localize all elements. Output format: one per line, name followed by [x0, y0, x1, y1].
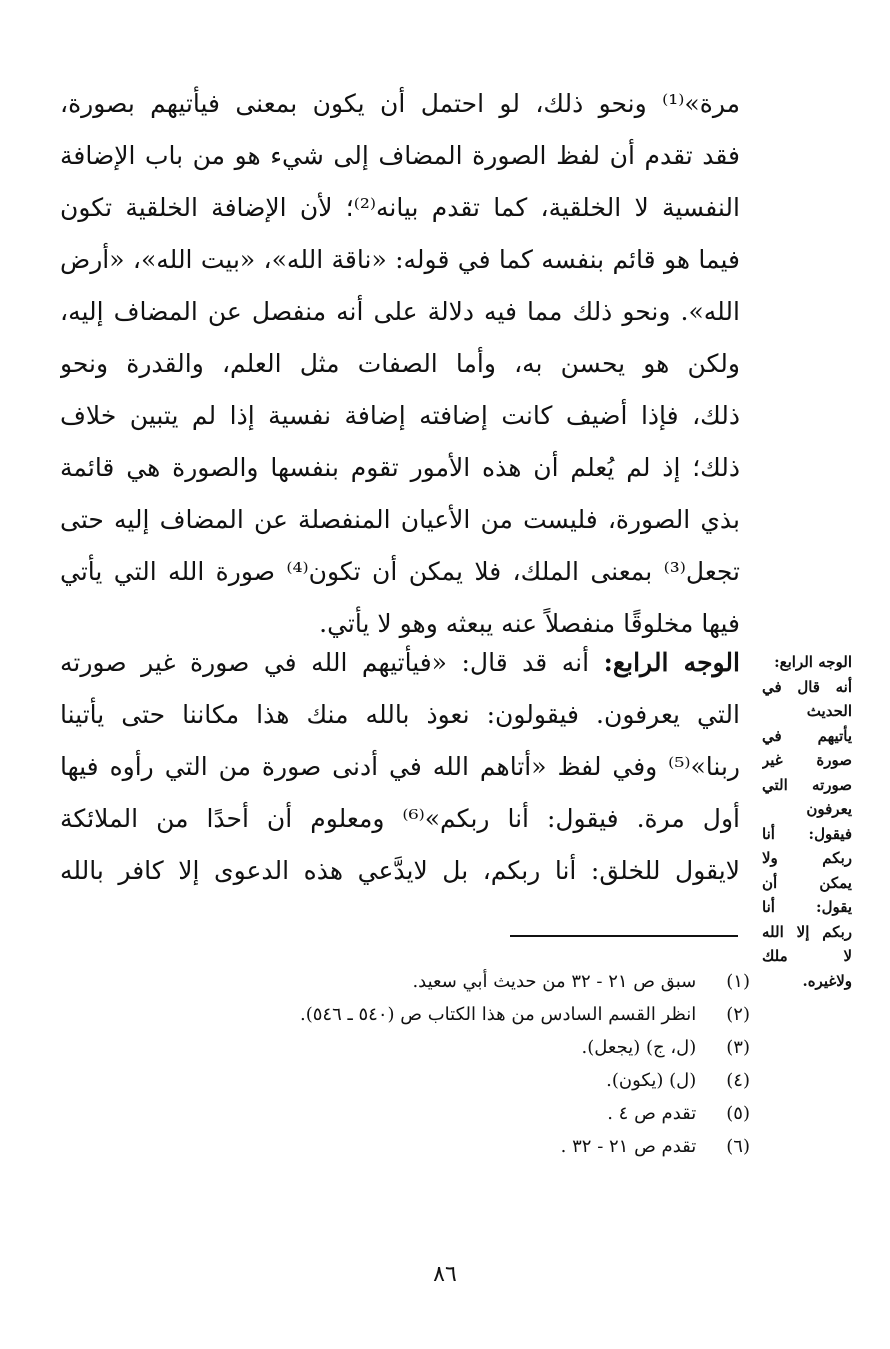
- gloss-line: يقول: أنا: [762, 898, 852, 916]
- footnote-number: (٢): [726, 1004, 750, 1025]
- footnote: [100, 965, 750, 998]
- footnote: [100, 1130, 750, 1163]
- footnote: [100, 1097, 750, 1130]
- section-heading: الوجه الرابع:: [603, 648, 740, 677]
- footnote: [100, 1031, 750, 1064]
- text-line: ذلك؛ إذ لم يُعلم أن هذه الأمور تقوم بنفسها والصورة هي قائمة: [60, 453, 740, 482]
- text-line: التي يعرفون. فيقولون: نعوذ بالله منك هذا مكاننا حتى يأتينا: [60, 700, 740, 729]
- paragraph-2: [60, 637, 740, 897]
- gloss-line: يأتيهم في: [762, 726, 852, 745]
- footnote-number: (٦): [726, 1136, 750, 1157]
- gloss-line: فيقول: أنا: [762, 824, 852, 843]
- text-line: أول مرة. فيقول: أنا ربكم»⁽⁶⁾ ومعلوم أن أحدًا من الملائكة: [60, 804, 740, 833]
- text-line: مرة»⁽¹⁾ ونحو ذلك، لو احتمل أن يكون بمعنى فيأتيهم بصورة،: [60, 89, 740, 118]
- paragraph-1: [60, 78, 740, 650]
- text-line: ربنا»⁽⁵⁾ وفي لفظ «أتاهم الله في أدنى صورة من التي رأوه فيها: [60, 752, 740, 781]
- page-number: ٨٦: [433, 1262, 457, 1287]
- text-line: الله». ونحو ذلك مما فيه دلالة على أنه منفصل عن المضاف إليه،: [60, 297, 740, 326]
- text-line: ولكن هو يحسن به، وأما الصفات مثل العلم، والقدرة ونحو: [60, 349, 740, 378]
- footnote-number: (٤): [726, 1070, 750, 1091]
- text-fragment: أنه قد قال: «فيأتيهم الله في صورة غير صورته: [60, 648, 604, 677]
- gloss-line: صورة غير: [762, 751, 852, 769]
- gloss-line: يعرفون: [806, 800, 852, 818]
- text-line: فيما هو قائم بنفسه كما في قوله: «ناقة الله»، «بيت الله»، «أرض: [60, 245, 740, 274]
- text-line: ذلك، فإذا أضيف كانت إضافته إضافة نفسية إذا لم يتبين خلاف: [60, 401, 740, 430]
- gloss-line: صورته التي: [762, 775, 852, 794]
- text-line: بذي الصورة، فليست من الأعيان المنفصلة عن المضاف إليه حتى: [60, 505, 740, 534]
- gloss-line: ربكم إلا الله: [762, 922, 852, 941]
- footnote-text: سبق ص ٢١ - ٣٢ من حديث أبي سعيد.: [412, 971, 697, 992]
- gloss-line: ولاغيره.: [802, 971, 852, 990]
- footnotes: [100, 965, 750, 1163]
- footnote-number: (٥): [726, 1103, 750, 1124]
- text-line-first: [60, 637, 740, 689]
- footnote-text: انظر القسم السادس من هذا الكتاب ص (٥٤٠ ـ ٥٤٦).: [300, 1004, 697, 1025]
- footnote-number: (١): [726, 971, 750, 992]
- gloss-line: يمكن أن: [762, 873, 852, 892]
- footnote-text: تقدم ص ٢١ - ٣٢ .: [560, 1136, 697, 1157]
- footnote: [100, 998, 750, 1031]
- margin-gloss: [762, 650, 852, 993]
- text-line: فقد تقدم أن لفظ الصورة المضاف إلى شيء هو من باب الإضافة: [60, 141, 740, 170]
- footnote: [100, 1064, 750, 1097]
- gloss-line: لا ملك: [762, 947, 852, 965]
- text-line: لايقول للخلق: أنا ربكم، بل لايدَّعي هذه الدعوى إلا كافر بالله: [60, 856, 740, 885]
- footnote-text: تقدم ص ٤ .: [607, 1103, 697, 1124]
- footnote-text: (ل، ج) (يجعل).: [581, 1037, 697, 1058]
- gloss-line: الوجه الرابع:: [774, 653, 852, 671]
- text-line: تجعل⁽³⁾ بمعنى الملك، فلا يمكن أن تكون⁽⁴⁾ صورة الله التي يأتي: [60, 557, 740, 586]
- footnote-text: (ل) (يكون).: [606, 1070, 697, 1091]
- gloss-line: أنه قال في: [762, 677, 852, 696]
- footnote-separator: [510, 935, 738, 937]
- gloss-line: ربكم ولا: [762, 849, 852, 867]
- footnote-number: (٣): [726, 1037, 750, 1058]
- text-line: فيها مخلوقًا منفصلاً عنه يبعثه وهو لا يأتي.: [319, 609, 740, 638]
- text-line: النفسية لا الخلقية، كما تقدم بيانه⁽²⁾؛ لأن الإضافة الخلقية تكون: [60, 193, 740, 222]
- gloss-line: الحديث: [806, 702, 852, 720]
